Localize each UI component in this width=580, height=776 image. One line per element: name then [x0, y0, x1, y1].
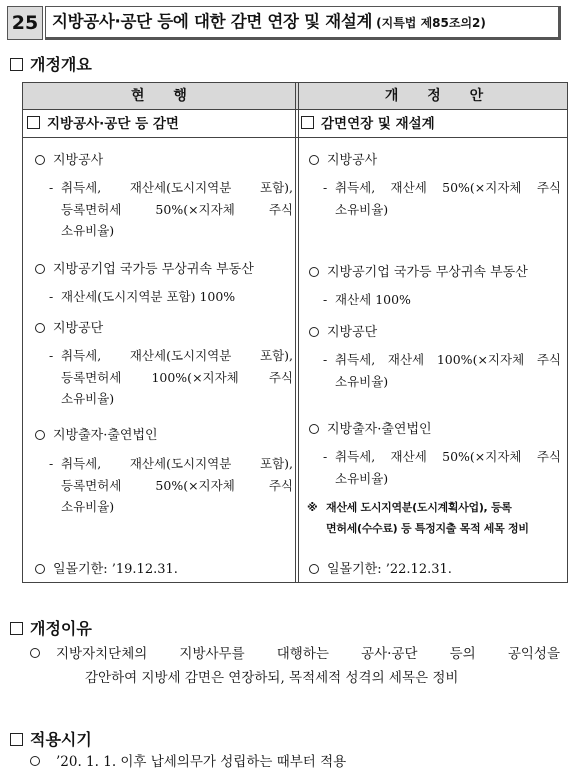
current-item-4	[35, 426, 158, 446]
detail-line: 소유비율)	[61, 223, 115, 238]
square-icon	[10, 58, 23, 71]
circle-bullet-icon	[309, 327, 319, 337]
circle-bullet-icon	[35, 323, 45, 333]
section-reason	[10, 616, 92, 639]
square-icon	[301, 116, 314, 129]
detail-line: 재산세(도시지역분 포함) 100%	[61, 289, 236, 304]
section-effective-label: 적용시기	[30, 730, 92, 749]
square-icon	[27, 116, 40, 129]
square-icon	[10, 733, 23, 746]
circle-bullet-icon	[30, 756, 40, 766]
law-reference: (지특법 제85조의2)	[376, 16, 486, 30]
subheader-current	[27, 110, 179, 138]
current-item-4-detail: - 취득세, 재산세(도시지역분 포함), 등록면허세 50%(×지자체 주식 소유비율)	[49, 453, 293, 518]
section-effective	[10, 727, 92, 750]
item-number: 25	[7, 6, 43, 40]
square-icon	[10, 622, 23, 635]
column-divider	[295, 83, 296, 582]
detail-line: 취득세, 재산세 100%(×지자체 주식	[335, 352, 561, 367]
circle-bullet-icon	[35, 430, 45, 440]
circle-bullet-icon	[309, 564, 319, 574]
page-title: 지방공사·공단 등에 대한 감면 연장 및 재설계	[52, 12, 373, 31]
item-label: 지방공사	[327, 153, 378, 168]
current-item-1	[35, 151, 103, 171]
note-mark-icon: ※	[307, 501, 318, 514]
proposed-item-2	[309, 263, 528, 283]
proposed-sunset	[309, 560, 452, 580]
reason-line: 지방자치단체의 지방사무를 대행하는 공사·공단 등의 공익성을	[56, 646, 560, 662]
note-line: 면허세(수수료) 등 특정지출 목적 세목 정비	[326, 522, 529, 535]
current-item-2	[35, 260, 254, 280]
item-label: 지방공단	[327, 325, 378, 340]
item-label: 지방출자·출연법인	[53, 428, 158, 443]
circle-bullet-icon	[35, 264, 45, 274]
current-item-3-detail: - 취득세, 재산세(도시지역분 포함), 등록면허세 100%(×지자체 주식 소유비율)	[49, 345, 293, 410]
proposed-item-1-detail: - 취득세, 재산세 50%(×지자체 주식 소유비율)	[323, 177, 561, 220]
item-label: 지방공기업 국가등 무상귀속 부동산	[53, 262, 254, 277]
circle-bullet-icon	[309, 424, 319, 434]
current-item-2-detail: - 재산세(도시지역분 포함) 100%	[49, 286, 293, 308]
current-item-1-detail: - 취득세, 재산세(도시지역분 포함), 등록면허세 50%(×지자체 주식 소유비율)	[49, 177, 293, 242]
reason-paragraph	[30, 642, 560, 690]
proposed-note	[307, 497, 563, 539]
proposed-item-1	[309, 151, 377, 171]
column-divider	[298, 83, 299, 582]
detail-line: 취득세, 재산세(도시지역분 포함),	[61, 180, 293, 195]
circle-bullet-icon	[35, 155, 45, 165]
circle-bullet-icon	[309, 155, 319, 165]
item-label: 지방공단	[53, 321, 104, 336]
proposed-item-3-detail: - 취득세, 재산세 100%(×지자체 주식 소유비율)	[323, 349, 561, 392]
header-proposed: 개 정 안	[384, 88, 496, 104]
subheader-current-label: 지방공사·공단 등 감면	[47, 116, 179, 132]
item-label: 지방공기업 국가등 무상귀속 부동산	[327, 265, 528, 280]
proposed-item-4-detail: - 취득세, 재산세 50%(×지자체 주식 소유비율)	[323, 446, 561, 489]
detail-line: 취득세, 재산세(도시지역분 포함),	[61, 348, 293, 363]
current-sunset	[35, 560, 178, 580]
effective-paragraph	[30, 750, 560, 774]
effective-text: ’20. 1. 1. 이후 납세의무가 성립하는 때부터 적용	[56, 754, 347, 770]
reason-line: 감안하여 지방세 감면은 연장하되, 목적세적 성격의 세목은 정비	[85, 670, 459, 686]
proposed-item-2-detail: - 재산세 100%	[323, 289, 561, 311]
proposed-item-4	[309, 420, 432, 440]
header-current: 현 행	[131, 88, 199, 104]
detail-line: 등록면허세 50%(×지자체 주식	[61, 201, 293, 217]
title-box	[45, 6, 561, 40]
detail-line: 소유비율)	[335, 470, 389, 486]
comparison-table	[22, 82, 568, 583]
title-bar	[7, 6, 565, 40]
section-reason-label: 개정이유	[30, 619, 92, 638]
circle-bullet-icon	[309, 267, 319, 277]
subheader-proposed-label: 감면연장 및 재설계	[321, 116, 435, 132]
detail-line: 취득세, 재산세 50%(×지자체 주식	[335, 180, 561, 195]
detail-line: 취득세, 재산세(도시지역분 포함),	[61, 456, 293, 471]
sunset-date: 일몰기한: ’22.12.31.	[327, 562, 452, 577]
subheader-proposed	[301, 110, 435, 138]
note-line: 재산세 도시지역분(도시계획사업), 등록	[326, 501, 512, 514]
detail-line: 재산세 100%	[335, 292, 411, 307]
section-overview-label: 개정개요	[30, 55, 92, 74]
circle-bullet-icon	[35, 564, 45, 574]
detail-line: 등록면허세 50%(×지자체 주식	[61, 477, 293, 493]
proposed-item-3	[309, 323, 377, 343]
detail-line: 소유비율)	[335, 373, 389, 389]
item-label: 지방공사	[53, 153, 104, 168]
detail-line: 소유비율)	[335, 201, 389, 217]
sunset-date: 일몰기한: ’19.12.31.	[53, 562, 178, 577]
section-overview	[10, 52, 92, 75]
detail-line: 취득세, 재산세 50%(×지자체 주식	[335, 449, 561, 464]
detail-line: 등록면허세 100%(×지자체 주식	[61, 369, 293, 385]
item-label: 지방출자·출연법인	[327, 422, 432, 437]
detail-line: 소유비율)	[61, 499, 115, 514]
detail-line: 소유비율)	[61, 391, 115, 406]
circle-bullet-icon	[30, 648, 40, 658]
current-item-3	[35, 319, 103, 339]
